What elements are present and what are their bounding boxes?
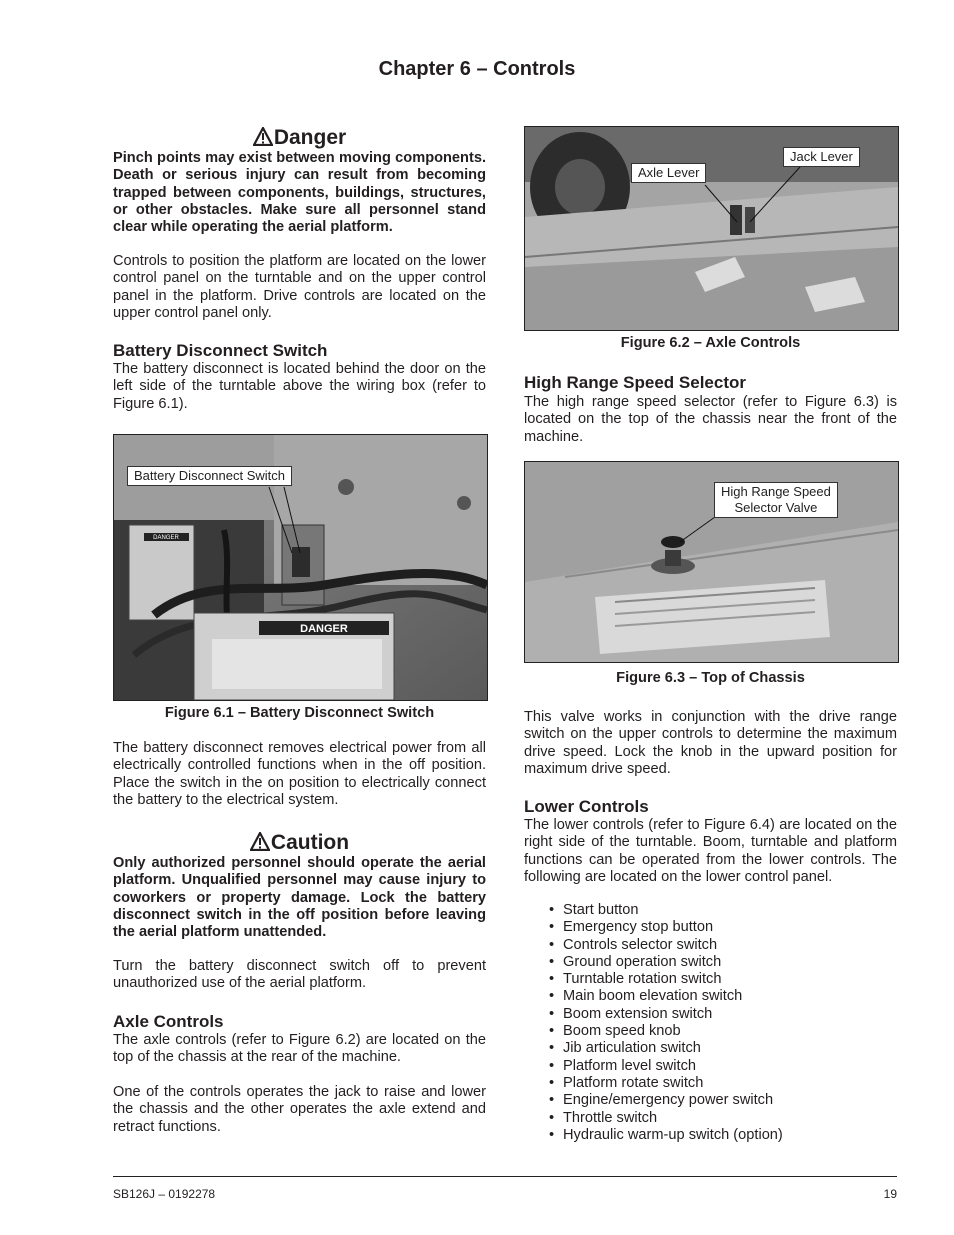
battery-heading: Battery Disconnect Switch	[113, 341, 328, 360]
list-item: • Jib articulation switch	[549, 1040, 783, 1057]
list-item: • Boom speed knob	[549, 1023, 783, 1040]
lower-controls-list	[549, 902, 783, 1144]
list-item: • Platform rotate switch	[549, 1075, 783, 1092]
callout-battery-disconnect-switch: Battery Disconnect Switch	[127, 466, 292, 486]
caution-title: Caution	[270, 831, 350, 854]
list-item: • Start button	[549, 902, 783, 919]
footer-rule	[113, 1176, 897, 1177]
callout-jack-lever: Jack Lever	[783, 147, 860, 167]
figure-6-3-caption: Figure 6.3 – Top of Chassis	[616, 670, 805, 686]
callout-axle-lever: Axle Lever	[631, 163, 706, 183]
high-range-heading: High Range Speed Selector	[524, 373, 746, 392]
caution-heading	[113, 831, 486, 857]
figure-6-2-caption: Figure 6.2 – Axle Controls	[620, 335, 801, 351]
caution-after-paragraph: Turn the battery disconnect switch off to prevent unauthorized use of the aerial platform.	[113, 958, 486, 992]
list-item: • Boom extension switch	[549, 1006, 783, 1023]
figure-top-of-chassis	[524, 461, 899, 663]
lower-controls-paragraph: The lower controls (refer to Figure 6.4) are located on the right side of the turntable. Boom, turntable and platform functions can be operated from the lower controls. The following are located on the lower control panel.	[524, 817, 897, 885]
callout-line-2: Selector Valve	[734, 500, 818, 515]
battery-paragraph-1: The battery disconnect is located behind the door on the left side of the turntable above the wiring box (refer to Figure 6.1).	[113, 361, 486, 412]
list-item: • Controls selector switch	[549, 937, 783, 954]
callout-high-range-selector-valve	[714, 482, 838, 518]
list-item: • Hydraulic warm-up switch (option)	[549, 1127, 783, 1144]
figure-6-1-caption: Figure 6.1 – Battery Disconnect Switch	[164, 705, 435, 721]
list-item: • Turntable rotation switch	[549, 971, 783, 988]
battery-paragraph-2: The battery disconnect removes electrical power from all electrically controlled functions when in the off position. Place the switch in the on position to electrically connect the battery to the electrical system.	[113, 740, 486, 808]
list-item: • Main boom elevation switch	[549, 988, 783, 1005]
page-number: 19	[883, 1187, 897, 1201]
axle-heading: Axle Controls	[113, 1012, 224, 1031]
caution-body: Only authorized personnel should operate the aerial platform. Unqualified personnel may cause injury to coworkers or property damage. Lock the battery disconnect switch in the off position before leaving the aerial platform unattended.	[113, 855, 486, 941]
chassis-photo-illustration	[525, 462, 898, 662]
list-item: • Throttle switch	[549, 1110, 783, 1127]
callout-line-1: High Range Speed	[721, 484, 831, 499]
list-item: • Engine/emergency power switch	[549, 1092, 783, 1109]
list-item: • Emergency stop button	[549, 919, 783, 936]
figure-axle-controls	[524, 126, 899, 331]
footer-doc-id: SB126J – 0192278	[113, 1187, 216, 1201]
large-danger-label: DANGER	[300, 623, 348, 635]
axle-paragraph-1: The axle controls (refer to Figure 6.2) are located on the top of the chassis at the rear of the machine.	[113, 1032, 486, 1066]
lower-controls-heading: Lower Controls	[524, 797, 649, 816]
list-item: • Platform level switch	[549, 1058, 783, 1075]
danger-title: Danger	[273, 126, 347, 149]
small-danger-label: DANGER	[153, 535, 179, 541]
warning-triangle-icon	[253, 127, 273, 152]
danger-body: Pinch points may exist between moving components. Death or serious injury can result from becoming trapped between components, buildings, structures, or other obstacles. Make sure all personnel stand clear while operating the aerial platform.	[113, 150, 486, 236]
danger-heading	[113, 126, 486, 152]
axle-paragraph-2: One of the controls operates the jack to raise and lower the chassis and the other operates the axle extend and retract functions.	[113, 1084, 486, 1135]
warning-triangle-icon	[250, 832, 270, 857]
list-item: • Ground operation switch	[549, 954, 783, 971]
figure-battery-disconnect	[113, 434, 488, 701]
intro-paragraph: Controls to position the platform are located on the lower control panel on the turntable and on the upper control panel in the platform. Drive controls are located on the upper control panel only.	[113, 253, 486, 321]
high-range-paragraph-2: This valve works in conjunction with the drive range switch on the upper controls to determine the maximum drive speed. Lock the knob in the upward position for maximum drive speed.	[524, 709, 897, 777]
high-range-paragraph-1: The high range speed selector (refer to Figure 6.3) is located on the top of the chassis near the front of the machine.	[524, 394, 897, 445]
chapter-title: Chapter 6 – Controls	[378, 58, 576, 80]
